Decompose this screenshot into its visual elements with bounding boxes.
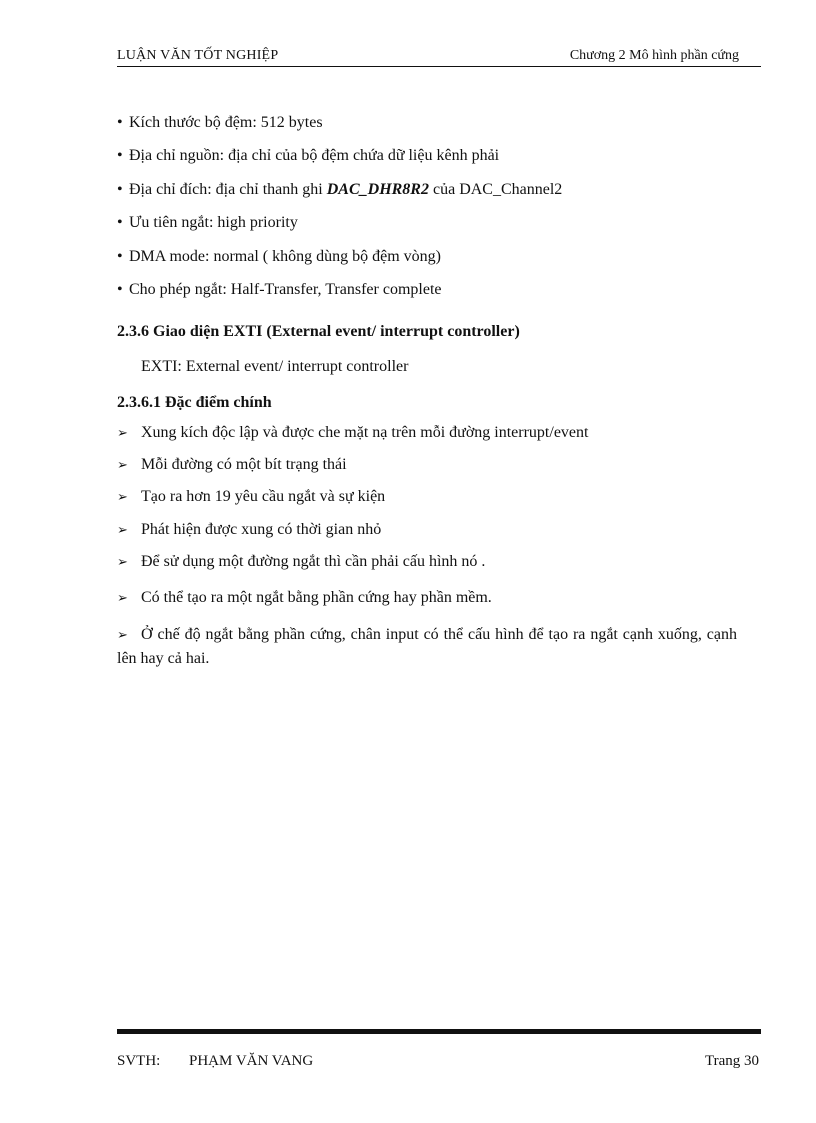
dma-settings-list: [117, 112, 737, 301]
arrow-bullet-icon: ➢: [117, 458, 128, 474]
list-item: ➢ Để sử dụng một đường ngắt thì cần phải cấu hình nó .: [117, 551, 737, 573]
arrow-bullet-icon: ➢: [117, 554, 128, 570]
section-intro: EXTI: External event/ interrupt controller: [141, 357, 409, 375]
bullet-icon: •: [117, 280, 123, 298]
list-item: ➢ Xung kích độc lập và được che mặt nạ trên mỗi đường interrupt/event: [117, 422, 737, 444]
list-item: • Địa chỉ nguồn: địa chỉ của bộ đệm chứa dữ liệu kênh phải: [117, 145, 737, 167]
arrow-bullet-icon: ➢: [117, 425, 128, 441]
bullet-icon: •: [117, 147, 123, 165]
list-item: • DMA mode: normal ( không dùng bộ đệm vòng): [117, 246, 737, 268]
footer-student-name: PHẠM VĂN VANG: [189, 1053, 314, 1069]
subsection-heading: 2.3.6.1 Đặc điểm chính: [117, 393, 272, 411]
register-name: DAC_DHR8R2: [326, 180, 429, 198]
bullet-icon: •: [117, 114, 123, 131]
list-item: ➢ Mỗi đường có một bít trạng thái: [117, 454, 737, 476]
arrow-bullet-icon: ➢: [117, 627, 128, 643]
bullet-icon: •: [117, 180, 123, 198]
list-item: • Kích thước bộ đệm: 512 bytes: [117, 112, 737, 134]
footer-student-label: SVTH:: [117, 1053, 161, 1069]
arrow-bullet-icon: ➢: [117, 490, 128, 506]
header-thesis-title: LUẬN VĂN TỐT NGHIỆP: [117, 48, 279, 63]
list-item: • Ưu tiên ngắt: high priority: [117, 212, 737, 234]
list-item: ➢ Có thể tạo ra một ngắt bằng phần cứng hay phần mềm.: [117, 587, 737, 609]
feature-list: [117, 422, 737, 670]
arrow-bullet-icon: ➢: [117, 522, 128, 538]
list-item: ➢ Phát hiện được xung có thời gian nhỏ: [117, 519, 737, 541]
list-item: ➢ Tạo ra hơn 19 yêu cầu ngắt và sự kiện: [117, 486, 737, 508]
list-item: • Địa chỉ đích: địa chỉ thanh ghi DAC_DHR8R2 của DAC_Channel2: [117, 179, 737, 201]
list-item: ➢ Ở chế độ ngắt bằng phần cứng, chân input có thể cấu hình để tạo ra ngắt cạnh xuống, cạnh lên hay cả hai.: [117, 625, 737, 667]
section-heading: 2.3.6 Giao diện EXTI (External event/ interrupt controller): [117, 322, 520, 340]
arrow-bullet-icon: ➢: [117, 590, 128, 606]
bullet-icon: •: [117, 247, 123, 265]
page-body: [117, 112, 737, 670]
header-chapter-title: Chương 2 Mô hình phần cứng: [569, 48, 739, 63]
bullet-icon: •: [117, 214, 123, 232]
footer-divider: [117, 1029, 761, 1034]
page-number: Trang 30: [704, 1053, 759, 1069]
list-item: • Cho phép ngắt: Half-Transfer, Transfer complete: [117, 279, 737, 301]
page-header: [117, 46, 761, 67]
